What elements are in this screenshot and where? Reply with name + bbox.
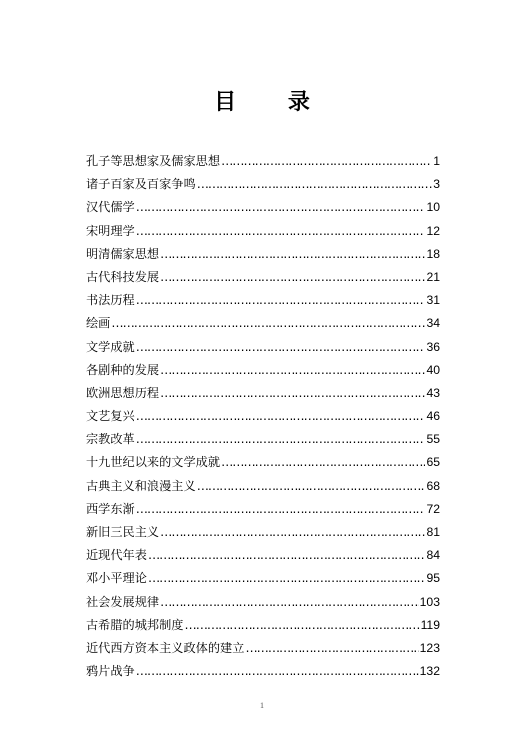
toc-entry-title: 邓小平理论 <box>86 571 147 586</box>
toc-dot-leader <box>160 523 425 541</box>
toc-entry-title: 近代西方资本主义政体的建立 <box>86 640 245 655</box>
toc-entry <box>86 314 440 337</box>
toc-entry-title: 近现代年表 <box>86 548 147 563</box>
toc-entry-title: 绘画 <box>86 316 111 331</box>
toc-entry-title: 诸子百家及百家争鸣 <box>86 177 196 192</box>
toc-entry-title: 新旧三民主义 <box>86 525 160 539</box>
toc-entry <box>86 384 440 407</box>
toc-entry-title: 十九世纪以来的文学成就 <box>86 455 221 470</box>
toc-entry <box>86 338 440 361</box>
toc-dot-leader <box>136 198 426 216</box>
toc-entry-page-number: 81 <box>426 525 440 539</box>
toc-entry <box>86 593 440 616</box>
toc-dot-leader <box>245 639 418 657</box>
toc-dot-leader <box>160 384 425 402</box>
toc-entry-title: 明清儒家思想 <box>86 246 160 261</box>
toc-entry-title: 书法历程 <box>86 293 135 308</box>
toc-entry-page-number: 18 <box>426 246 440 261</box>
toc-entry <box>86 569 440 592</box>
toc-entry <box>86 430 440 453</box>
toc-entry-page-number: 1 <box>433 154 440 168</box>
toc-dot-leader <box>160 245 425 263</box>
toc-entry <box>86 662 440 685</box>
toc-entry-page-number: 55 <box>426 432 440 447</box>
toc-entry-page-number: 84 <box>426 548 440 563</box>
toc-entry-title: 社会发展规律 <box>86 594 160 609</box>
toc-entry-title: 鸦片战争 <box>86 664 135 679</box>
toc-entry-page-number: 132 <box>419 664 440 679</box>
toc-dot-leader <box>136 222 426 240</box>
toc-entry-title: 古典主义和浪漫主义 <box>86 478 196 493</box>
toc-entry <box>86 361 440 384</box>
toc-entry <box>86 407 440 430</box>
toc-entry-page-number: 119 <box>420 617 440 632</box>
toc-dot-leader <box>136 500 426 518</box>
toc-dot-leader <box>111 314 425 332</box>
toc-entry-page-number: 65 <box>426 455 440 470</box>
toc-entry-page-number: 12 <box>426 223 440 238</box>
toc-entry-title: 孔子等思想家及儒家思想 <box>86 154 221 168</box>
toc-dot-leader <box>221 152 432 170</box>
page-title: 目 录 <box>214 90 332 115</box>
toc-entry-title: 文学成就 <box>86 339 135 354</box>
toc-entry-page-number: 72 <box>426 501 440 516</box>
toc-entry <box>86 453 440 476</box>
toc-entry-page-number: 10 <box>426 200 440 215</box>
toc-dot-leader <box>197 477 426 495</box>
toc-dot-leader <box>148 546 426 564</box>
toc-entry-page-number: 31 <box>426 293 440 308</box>
toc-entry <box>86 291 440 314</box>
toc-entry-title: 西学东渐 <box>86 501 135 516</box>
toc-entry-page-number: 103 <box>419 594 440 609</box>
toc-entry-page-number: 21 <box>426 269 440 284</box>
page-number: 1 <box>260 701 264 710</box>
toc-entry-page-number: 46 <box>426 409 440 424</box>
toc-dot-leader <box>136 430 426 448</box>
toc-entry-title: 各剧种的发展 <box>86 362 160 377</box>
table-of-contents <box>86 152 440 685</box>
toc-entry-title: 古希腊的城邦制度 <box>86 617 184 632</box>
toc-entry <box>86 198 440 221</box>
toc-entry <box>86 222 440 245</box>
toc-entry <box>86 152 440 175</box>
toc-entry-page-number: 36 <box>426 339 440 354</box>
toc-entry <box>86 245 440 268</box>
toc-entry-title: 文艺复兴 <box>86 409 135 424</box>
toc-entry-page-number: 40 <box>426 362 440 377</box>
toc-entry-page-number: 34 <box>426 316 440 331</box>
toc-entry <box>86 523 440 546</box>
toc-entry <box>86 546 440 569</box>
toc-dot-leader <box>185 616 420 634</box>
toc-dot-leader <box>136 338 426 356</box>
toc-dot-leader <box>136 662 419 680</box>
toc-entry-title: 宗教改革 <box>86 432 135 447</box>
toc-entry-page-number: 95 <box>426 571 440 586</box>
toc-dot-leader <box>160 268 425 286</box>
toc-entry <box>86 500 440 523</box>
toc-entry <box>86 616 440 639</box>
toc-dot-leader <box>148 569 426 587</box>
toc-dot-leader <box>197 175 433 193</box>
toc-entry-title: 汉代儒学 <box>86 200 135 215</box>
toc-entry <box>86 268 440 291</box>
toc-dot-leader <box>160 593 419 611</box>
toc-dot-leader <box>136 291 426 309</box>
toc-entry-title: 欧洲思想历程 <box>86 385 160 400</box>
toc-entry-title: 宋明理学 <box>86 223 135 238</box>
toc-dot-leader <box>136 407 426 425</box>
toc-entry-page-number: 68 <box>426 478 440 493</box>
toc-entry-page-number: 3 <box>433 177 440 192</box>
toc-entry-page-number: 123 <box>419 640 440 655</box>
toc-entry-title: 古代科技发展 <box>86 269 160 284</box>
toc-dot-leader <box>160 361 425 379</box>
toc-entry <box>86 477 440 500</box>
toc-entry <box>86 639 440 662</box>
toc-entry-page-number: 43 <box>426 385 440 400</box>
toc-entry <box>86 175 440 198</box>
toc-dot-leader <box>221 453 425 471</box>
